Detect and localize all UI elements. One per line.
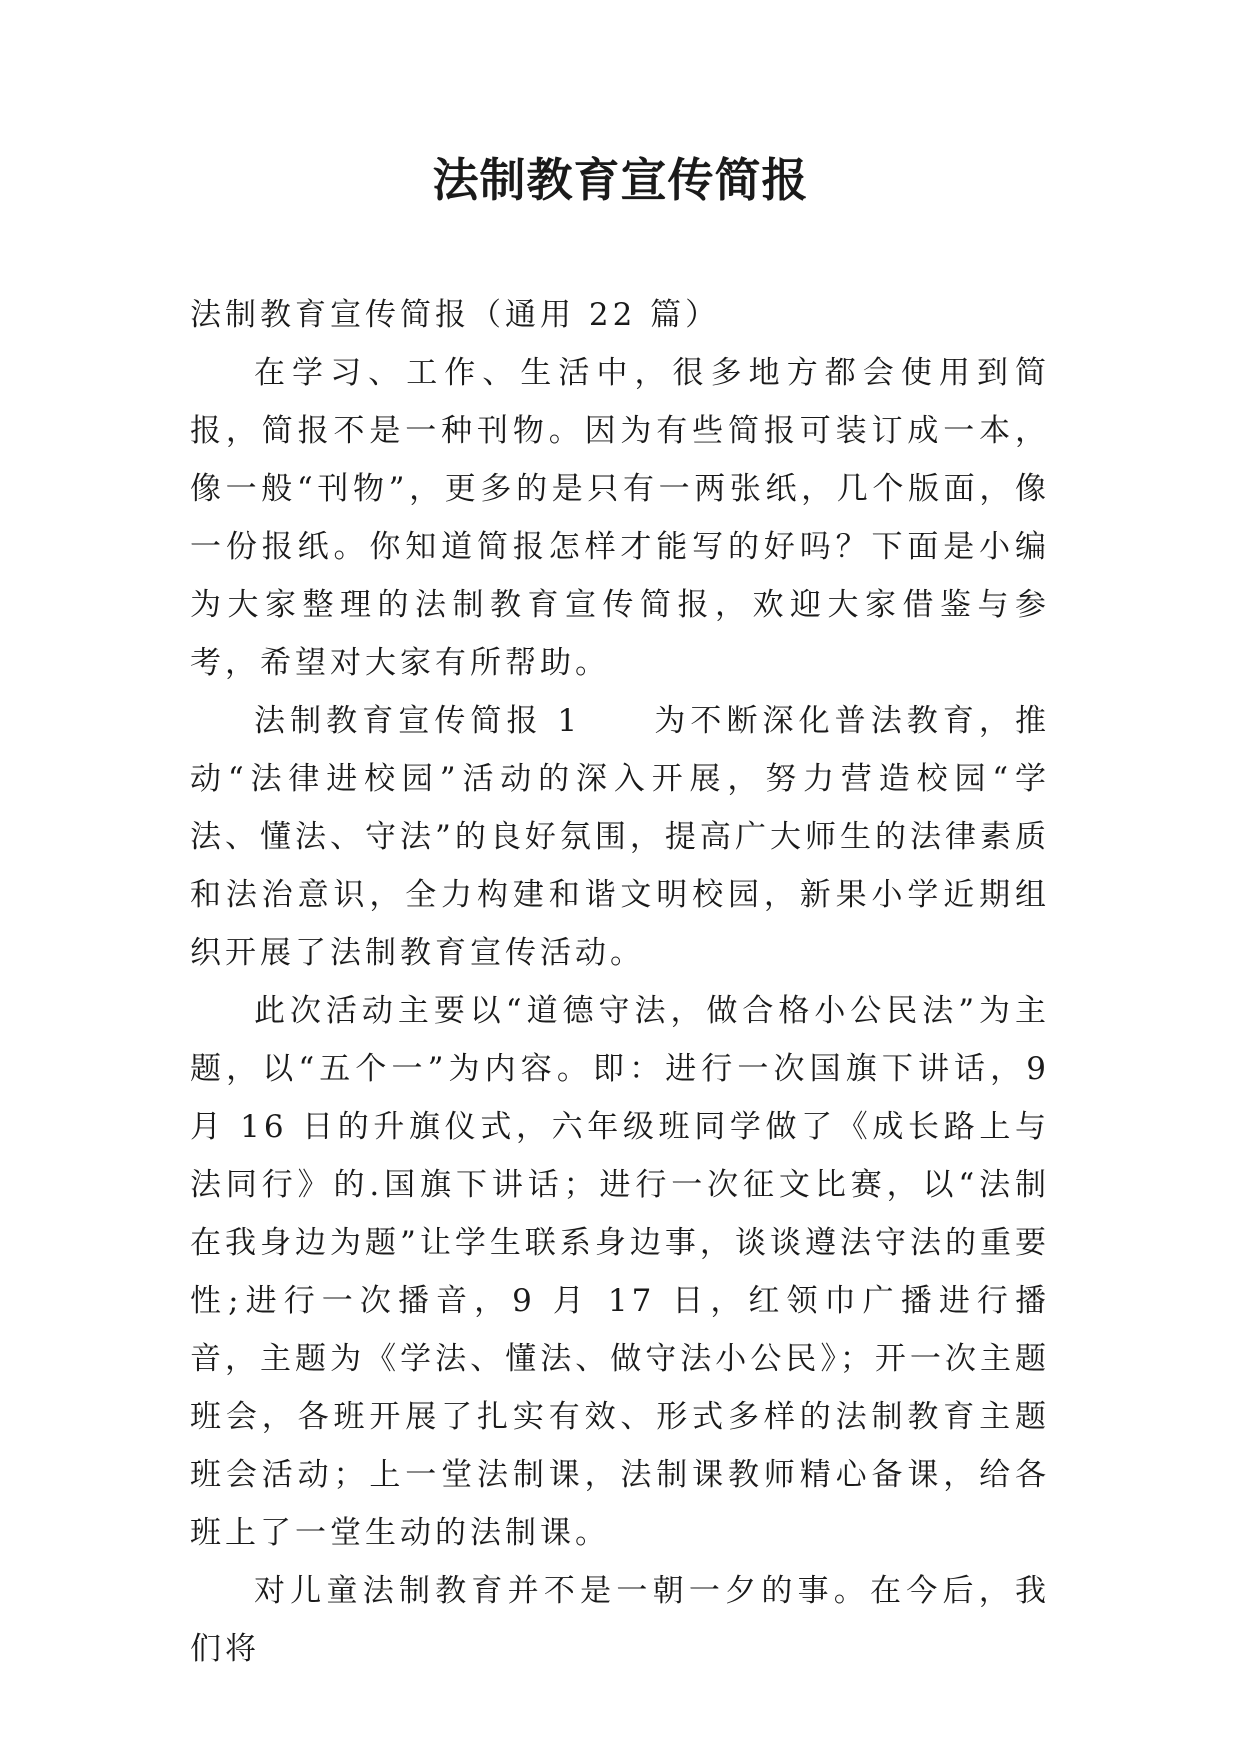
page-title: 法制教育宣传简报 — [432, 153, 809, 207]
paragraph-future: 对儿童法制教育并不是一朝一夕的事。在今后，我们将 — [190, 1573, 1050, 1667]
paragraph-report-1: 法制教育宣传简报 1 为不断深化普法教育，推动“法律进校园”活动的深入开展，努力营造校园“学法、懂法、守法”的良好氛围，提高广大师生的法律素质和法治意识，全力构建和谐文明校园，新果小学近期组织开展了法制教育宣传活动。 — [190, 703, 1050, 971]
paragraph-intro: 在学习、工作、生活中，很多地方都会使用到简报，简报不是一种刊物。因为有些简报可装订成一本，像一般“刊物”，更多的是只有一两张纸，几个版面，像一份报纸。你知道简报怎样才能写的好吗？下面是小编为大家整理的法制教育宣传简报，欢迎大家借鉴与参考，希望对大家有所帮助。 — [190, 355, 1050, 681]
document-body — [190, 286, 1050, 1678]
paragraph-activities: 此次活动主要以“道德守法，做合格小公民法”为主题，以“五个一”为内容。即：进行一次国旗下讲话，9 月 16 日的升旗仪式，六年级班同学做了《成长路上与法同行》的.国旗下讲话；进行一次征文比赛，以“法制在我身边为题”让学生联系身边事，谈谈遵法守法的重要性;进行一次播音，9 月 17 日，红领巾广播进行播音，主题为《学法、懂法、做守法小公民》；开一次主题班会，各班开展了扎实有效、形式多样的法制教育主题班会活动；上一堂法制课，法制课教师精心备课，给各班上了一堂生动的法制课。 — [190, 993, 1050, 1551]
document-subtitle: 法制教育宣传简报（通用 22 篇） — [190, 297, 721, 333]
